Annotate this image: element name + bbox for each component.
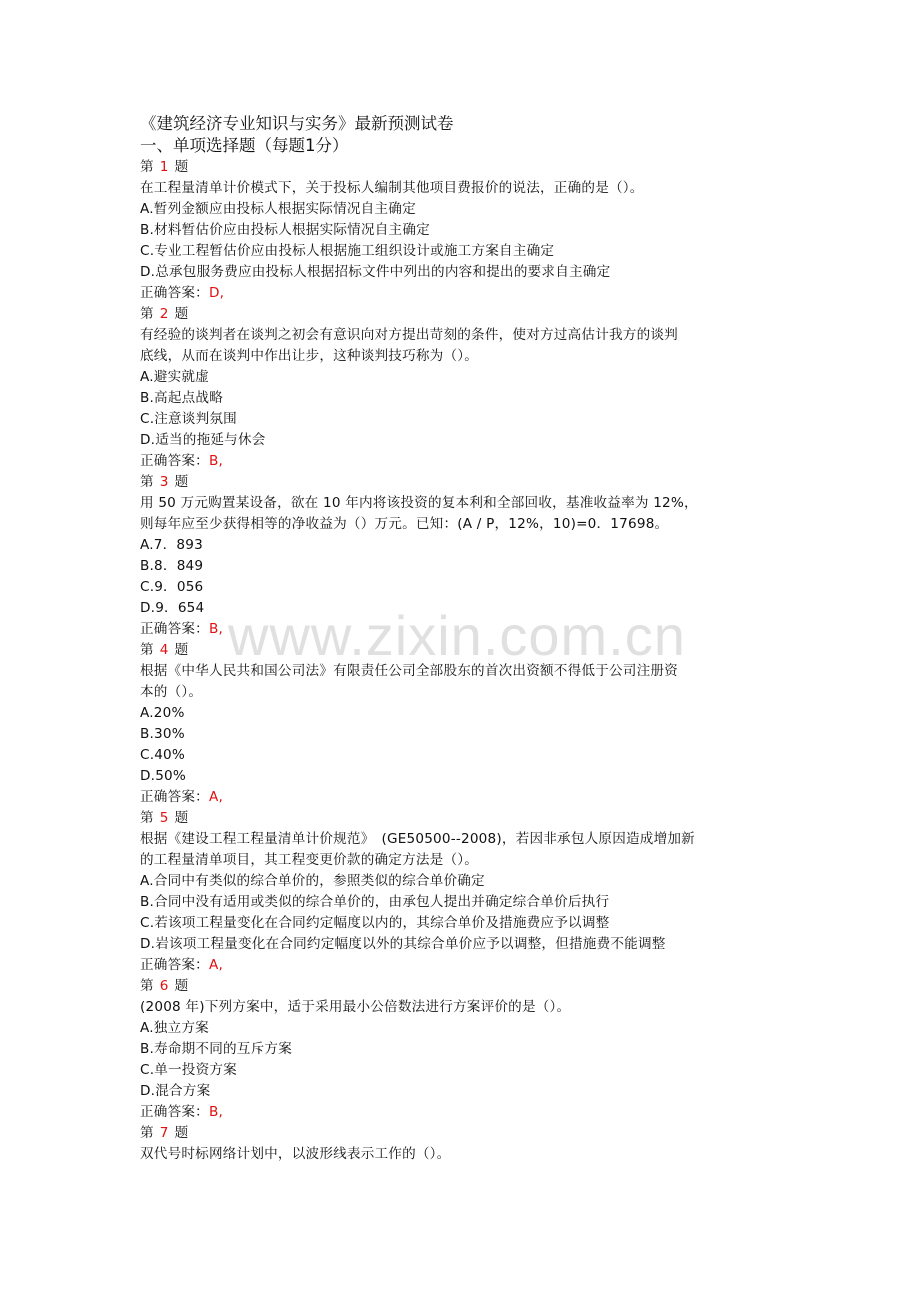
question-text: 有经验的谈判者在谈判之初会有意识向对方提出苛刻的条件，使对方过高估计我方的谈判 bbox=[140, 327, 678, 343]
correct-answer-label: 正确答案： bbox=[140, 1104, 209, 1120]
question-prefix: 第 bbox=[140, 978, 154, 994]
document-title: 《建筑经济专业知识与实务》最新预测试卷 bbox=[140, 114, 454, 133]
correct-answer bbox=[140, 955, 800, 976]
document-page bbox=[140, 112, 800, 1165]
question-suffix: 题 bbox=[174, 306, 189, 322]
correct-answer-value: D, bbox=[208, 285, 225, 301]
correct-answer-label: 正确答案： bbox=[140, 453, 209, 469]
question-prefix: 第 bbox=[140, 642, 154, 658]
question-number-value: 5 bbox=[159, 810, 169, 826]
question-number bbox=[140, 472, 800, 493]
question-number-value: 6 bbox=[159, 978, 169, 994]
correct-answer-value: A, bbox=[208, 957, 223, 973]
answer-option: B.材料暂估价应由投标人根据实际情况自主确定 bbox=[140, 222, 430, 238]
answer-option: D.9．654 bbox=[140, 600, 205, 616]
question-number-value: 7 bbox=[159, 1125, 169, 1141]
correct-answer-value: B, bbox=[208, 1104, 224, 1120]
answer-option: A.7．893 bbox=[140, 537, 203, 553]
question-suffix: 题 bbox=[174, 642, 189, 658]
question-text: 的工程量清单项目，其工程变更价款的确定方法是（）。 bbox=[140, 852, 479, 868]
question-text: 则每年应至少获得相等的净收益为（）万元。已知：(A / P，12%，10)=0．17698。 bbox=[140, 516, 669, 532]
question-prefix: 第 bbox=[140, 1125, 154, 1141]
question-suffix: 题 bbox=[174, 810, 189, 826]
question-number bbox=[140, 1123, 800, 1144]
correct-answer-label: 正确答案： bbox=[140, 285, 209, 301]
question-text: 根据《中华人民共和国公司法》有限责任公司全部股东的首次出资额不得低于公司注册资 bbox=[140, 663, 678, 679]
answer-option: D.50% bbox=[140, 768, 187, 784]
answer-option: C.专业工程暂估价应由投标人根据施工组织设计或施工方案自主确定 bbox=[140, 243, 555, 259]
question-prefix: 第 bbox=[140, 474, 154, 490]
question-number-value: 1 bbox=[159, 159, 169, 175]
question-suffix: 题 bbox=[174, 978, 189, 994]
answer-option: C.单一投资方案 bbox=[140, 1062, 237, 1078]
correct-answer bbox=[140, 619, 800, 640]
question-number-value: 3 bbox=[159, 474, 169, 490]
question-block bbox=[140, 304, 800, 472]
question-text: 在工程量清单计价模式下，关于投标人编制其他项目费报价的说法，正确的是（）。 bbox=[140, 180, 644, 196]
question-block bbox=[140, 640, 800, 808]
correct-answer bbox=[140, 451, 800, 472]
question-text: 本的（）。 bbox=[140, 684, 203, 700]
answer-option: B.高起点战略 bbox=[140, 390, 224, 406]
correct-answer-label: 正确答案： bbox=[140, 621, 209, 637]
answer-option: D.适当的拖延与休会 bbox=[140, 432, 266, 448]
question-prefix: 第 bbox=[140, 810, 154, 826]
question-number bbox=[140, 304, 800, 325]
answer-option: C.若该项工程量变化在合同约定幅度以内的，其综合单价及措施费应予以调整 bbox=[140, 915, 610, 931]
question-prefix: 第 bbox=[140, 306, 154, 322]
answer-option: B.寿命期不同的互斥方案 bbox=[140, 1041, 292, 1057]
question-number bbox=[140, 976, 800, 997]
question-list bbox=[140, 157, 800, 1165]
section-title: 一、单项选择题（每题1分） bbox=[140, 136, 349, 155]
question-text: 双代号时标网络计划中，以波形线表示工作的（）。 bbox=[140, 1146, 451, 1162]
question-suffix: 题 bbox=[174, 474, 189, 490]
question-text: 用 50 万元购置某设备，欲在 10 年内将该投资的复本利和全部回收，基准收益率为 12%， bbox=[140, 495, 698, 511]
answer-option: A.20% bbox=[140, 705, 185, 721]
answer-option: C.40% bbox=[140, 747, 186, 763]
question-block bbox=[140, 157, 800, 304]
correct-answer bbox=[140, 787, 800, 808]
answer-option: B.合同中没有适用或类似的综合单价的，由承包人提出并确定综合单价后执行 bbox=[140, 894, 610, 910]
answer-option: D.混合方案 bbox=[140, 1083, 211, 1099]
correct-answer-label: 正确答案： bbox=[140, 789, 209, 805]
question-block bbox=[140, 976, 800, 1123]
correct-answer-label: 正确答案： bbox=[140, 957, 209, 973]
question-block bbox=[140, 1123, 800, 1165]
correct-answer-value: B, bbox=[208, 621, 224, 637]
correct-answer bbox=[140, 283, 800, 304]
question-number bbox=[140, 808, 800, 829]
answer-option: A.独立方案 bbox=[140, 1020, 209, 1036]
question-suffix: 题 bbox=[174, 159, 189, 175]
answer-option: A.避实就虚 bbox=[140, 369, 209, 385]
question-prefix: 第 bbox=[140, 159, 154, 175]
question-number bbox=[140, 157, 800, 178]
question-block bbox=[140, 472, 800, 640]
question-text: (2008 年)下列方案中，适于采用最小公倍数法进行方案评价的是（）。 bbox=[140, 999, 571, 1015]
answer-option: D.总承包服务费应由投标人根据招标文件中列出的内容和提出的要求自主确定 bbox=[140, 264, 611, 280]
question-number-value: 4 bbox=[159, 642, 169, 658]
answer-option: A.合同中有类似的综合单价的，参照类似的综合单价确定 bbox=[140, 873, 485, 889]
answer-option: B.30% bbox=[140, 726, 185, 742]
answer-option: D.岩该项工程量变化在合同约定幅度以外的其综合单价应予以调整，但措施费不能调整 bbox=[140, 936, 666, 952]
question-block bbox=[140, 808, 800, 976]
correct-answer bbox=[140, 1102, 800, 1123]
answer-option: B.8．849 bbox=[140, 558, 204, 574]
question-text: 根据《建设工程工程量清单计价规范》 (GE50500--2008)，若因非承包人原因造成增加新 bbox=[140, 831, 695, 847]
watermark: www.zixin.com.cn bbox=[228, 604, 686, 667]
question-number-value: 2 bbox=[159, 306, 169, 322]
correct-answer-value: B, bbox=[208, 453, 224, 469]
question-text: 底线，从而在谈判中作出让步，这种谈判技巧称为（）。 bbox=[140, 348, 479, 364]
answer-option: C.9．056 bbox=[140, 579, 204, 595]
question-suffix: 题 bbox=[174, 1125, 189, 1141]
answer-option: A.暂列金额应由投标人根据实际情况自主确定 bbox=[140, 201, 416, 217]
correct-answer-value: A, bbox=[208, 789, 223, 805]
question-number bbox=[140, 640, 800, 661]
answer-option: C.注意谈判氛围 bbox=[140, 411, 237, 427]
